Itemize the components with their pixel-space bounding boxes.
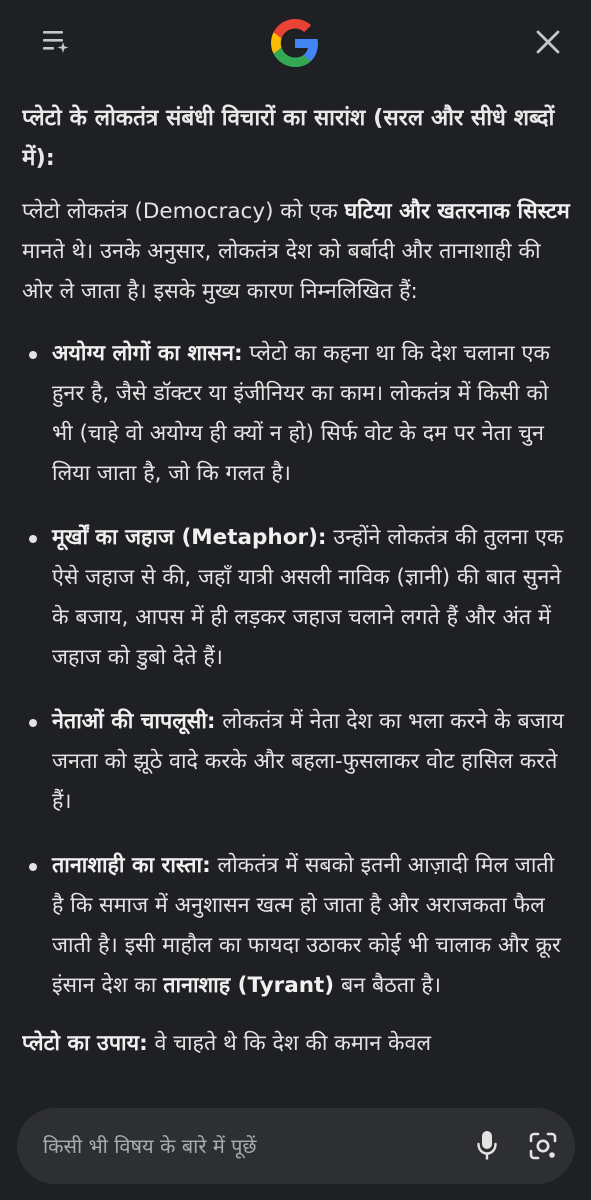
list-item-title: तानाशाही का रास्ता:	[52, 853, 211, 878]
remedy-title: प्लेटो का उपाय:	[22, 1031, 148, 1056]
response-heading: प्लेटो के लोकतंत्र संबंधी विचारों का सारांश (सरल और सीधे शब्दों में):	[22, 105, 555, 171]
list-item	[22, 846, 572, 1006]
voice-input-button[interactable]	[469, 1126, 505, 1166]
list-sparkle-icon	[41, 29, 71, 55]
response-content	[22, 98, 572, 1098]
intro-bold-text: घटिया और खतरनाक सिस्टम	[344, 199, 570, 224]
list-item	[22, 518, 572, 678]
list-item-text: लोकतंत्र में नेता देश का भला करने के बजाय जनता को झूठे वादे करके और बहला-फुसलाकर वोट हासिल करते हैं।	[52, 709, 564, 814]
list-item-title: मूर्खों का जहाज (Metaphor):	[52, 525, 327, 550]
intro-paragraph	[22, 192, 572, 312]
list-item	[22, 702, 572, 822]
prompt-bar	[17, 1108, 575, 1184]
bullet-icon	[29, 719, 37, 727]
reasons-list	[22, 334, 572, 1006]
remedy-text: वे चाहते थे कि देश की कमान केवल	[147, 1031, 432, 1056]
close-icon	[535, 29, 561, 55]
list-item-text: लोकतंत्र में सबको इतनी आज़ादी मिल जाती है कि समाज में अनुशासन खत्म हो जाता है और अराजकता फैल जाती है। इसी माहौल का फायदा उठाकर कोई भी चालाक और क्रूर इंसान देश का	[52, 853, 561, 998]
camera-search-button[interactable]	[523, 1126, 563, 1166]
list-item-bold-text: तानाशाह (Tyrant)	[163, 973, 335, 998]
list-item-text: उन्होंने लोकतंत्र की तुलना एक ऐसे जहाज से की, जहाँ यात्री असली नाविक (ज्ञानी) की बात सुनने के बजाय, आपस में ही लड़कर जहाज चलाने लगते हैं और अंत में जहाज को डुबो देते हैं।	[52, 525, 564, 670]
bullet-icon	[29, 351, 37, 359]
prompt-input[interactable]	[43, 1108, 423, 1184]
history-menu-button[interactable]	[32, 20, 80, 64]
bullet-icon	[29, 535, 37, 543]
camera-search-icon	[528, 1131, 558, 1161]
bullet-icon	[29, 863, 37, 871]
remedy-paragraph	[22, 1024, 572, 1064]
list-item-text-end: बन बैठता है।	[334, 973, 441, 998]
list-item-title: अयोग्य लोगों का शासन:	[52, 341, 243, 366]
google-logo	[266, 18, 324, 68]
google-g-icon	[271, 19, 319, 67]
list-item-title: नेताओं की चापलूसी:	[52, 709, 216, 734]
close-button[interactable]	[522, 18, 574, 66]
list-item-text: प्लेटो का कहना था कि देश चलाना एक हुनर है, जैसे डॉक्टर या इंजीनियर का काम। लोकतंत्र में किसी को भी (चाहे वो अयोग्य ही क्यों न हो) सिर्फ वोट के दम पर नेता चुन लिया जाता है, जो कि गलत है।	[52, 341, 550, 486]
mic-icon	[476, 1130, 498, 1162]
list-item	[22, 334, 572, 494]
intro-text-start: प्लेटो लोकतंत्र (Democracy) को एक	[22, 199, 345, 224]
intro-text-end: मानते थे। उनके अनुसार, लोकतंत्र देश को बर्बादी और तानाशाही की ओर ले जाता है। इसके मुख्य कारण निम्नलिखित हैं:	[22, 239, 541, 304]
top-bar	[0, 0, 591, 88]
